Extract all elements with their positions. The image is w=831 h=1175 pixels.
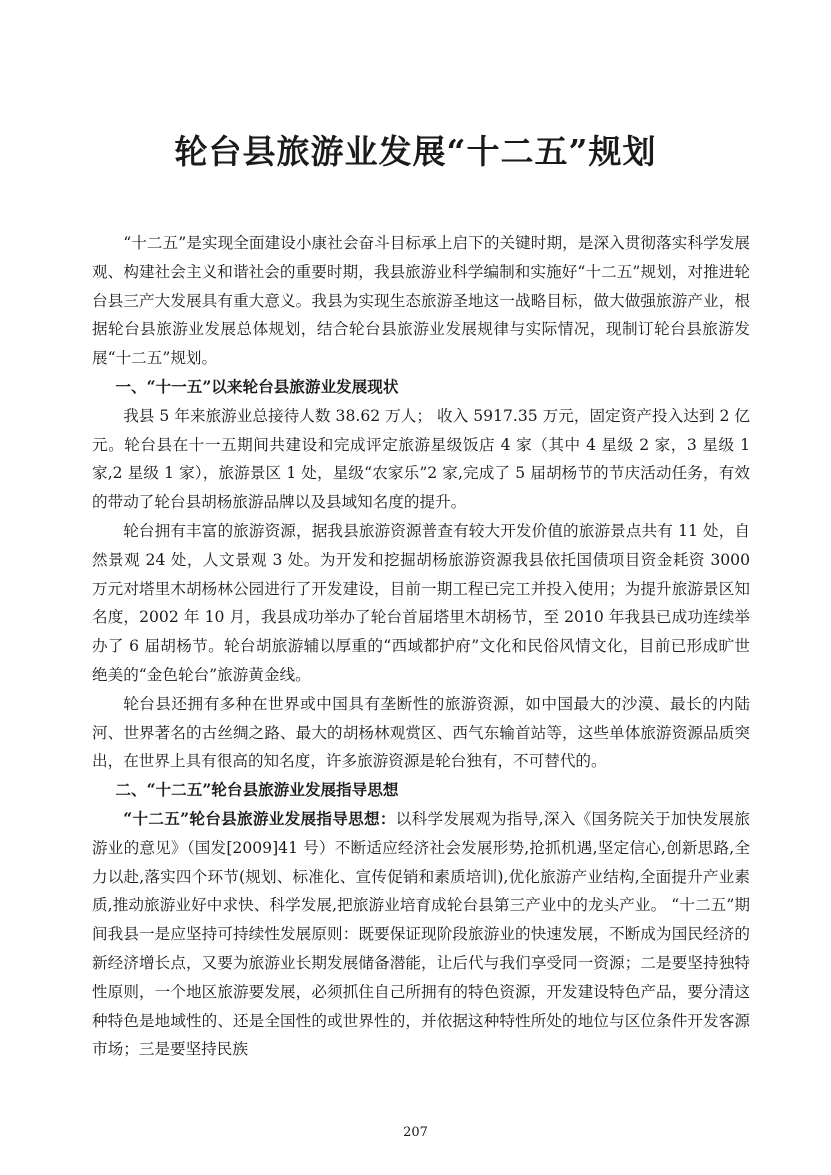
document-body xyxy=(92,229,750,1064)
document-title: 轮台县旅游业发展“十二五”规划 xyxy=(174,132,657,171)
section2-paragraph-1 xyxy=(92,805,750,1064)
section1-paragraph-3: 轮台县还拥有多种在世界或中国具有垄断性的旅游资源，如中国最大的沙漠、最长的内陆河、世界著名的古丝绸之路、最大的胡杨林观赏区、西气东输首站等，这些单体旅游资源品质突出，在世界上具有很高的知名度，许多旅游资源是轮台独有，不可替代的。 xyxy=(92,694,750,771)
intro-paragraph: “十二五”是实现全面建设小康社会奋斗目标承上启下的关键时期，是深入贯彻落实科学发展观、构建社会主义和谐社会的重要时期，我县旅游业科学编制和实施好“十二五”规划，对推进轮台县三产大发展具有重大意义。我县为实现生态旅游圣地这一战略目标，做大做强旅游产业，根据轮台县旅游业发展总体规划，结合轮台县旅游业发展规律与实际情况，现制订轮台县旅游发展“十二五”规划。 xyxy=(92,234,750,368)
page-number: 207 xyxy=(403,1125,428,1140)
section1-paragraph-1: 我县 5 年来旅游业总接待人数 38.62 万人； 收入 5917.35 万元，固定资产投入达到 2 亿元。轮台县在十一五期间共建设和完成评定旅游星级饭店 4 家（其中 4 星级 2 家，3 星级 1 家,2 星级 1 家），旅游景区 1 处，星级“农家乐”2 家,完成了 5 届胡杨节的节庆活动任务，有效的带动了轮台县胡杨旅游品牌以及县域知名度的提升。 xyxy=(92,406,750,512)
section-heading-2: 二、“十二五”轮台县旅游业发展指导思想 xyxy=(115,780,399,800)
guiding-ideology-text: 以科学发展观为指导,深入《国务院关于加快发展旅游业的意见》（国发[2009]41 号）不断适应经济社会发展形势,抢抓机遇,坚定信心,创新思路,全力以赴,落实四个环节(规划、标准化、宣传促销和素质培训),优化旅游产业结构,全面提升产业素质,推动旅游业好中求快、科学发展,把旅游业培育成轮台县第三产业中的龙头产业。 “十二五”期间我县一是应坚持可持续性发展原则：既要保证现阶段旅游业的快速发展，不断成为国民经济的新经济增长点，又要为旅游业长期发展储备潜能，让后代与我们享受同一资源；二是要坚持独特性原则，一个地区旅游要发展，必须抓住自己所拥有的特色资源，开发建设特色产品，要分清这种特色是地域性的、还是全国性的或世界性的，并依据这种特性所处的地位与区位条件开发客源市场；三是要坚持民族 xyxy=(92,809,750,1059)
guiding-ideology-lead: “十二五”轮台县旅游业发展指导思想： xyxy=(123,808,396,828)
section1-paragraph-2: 轮台拥有丰富的旅游资源，据我县旅游资源普查有较大开发价值的旅游景点共有 11 处，自然景观 24 处，人文景观 3 处。为开发和挖掘胡杨旅游资源我县依托国债项目资金耗资 3000 万元对塔里木胡杨林公园进行了开发建设，目前一期工程已完工并投入使用；为提升旅游景区知名度，2002 年 10 月，我县成功举办了轮台首届塔里木胡杨节，至 2010 年我县已成功连续举办了 6 届胡杨节。轮台胡旅游辅以厚重的“西域都护府”文化和民俗风情文化，目前已形成旷世绝美的“金色轮台”旅游黄金线。 xyxy=(92,521,750,684)
section-heading-1: 一、“十一五”以来轮台县旅游业发展现状 xyxy=(115,376,399,396)
